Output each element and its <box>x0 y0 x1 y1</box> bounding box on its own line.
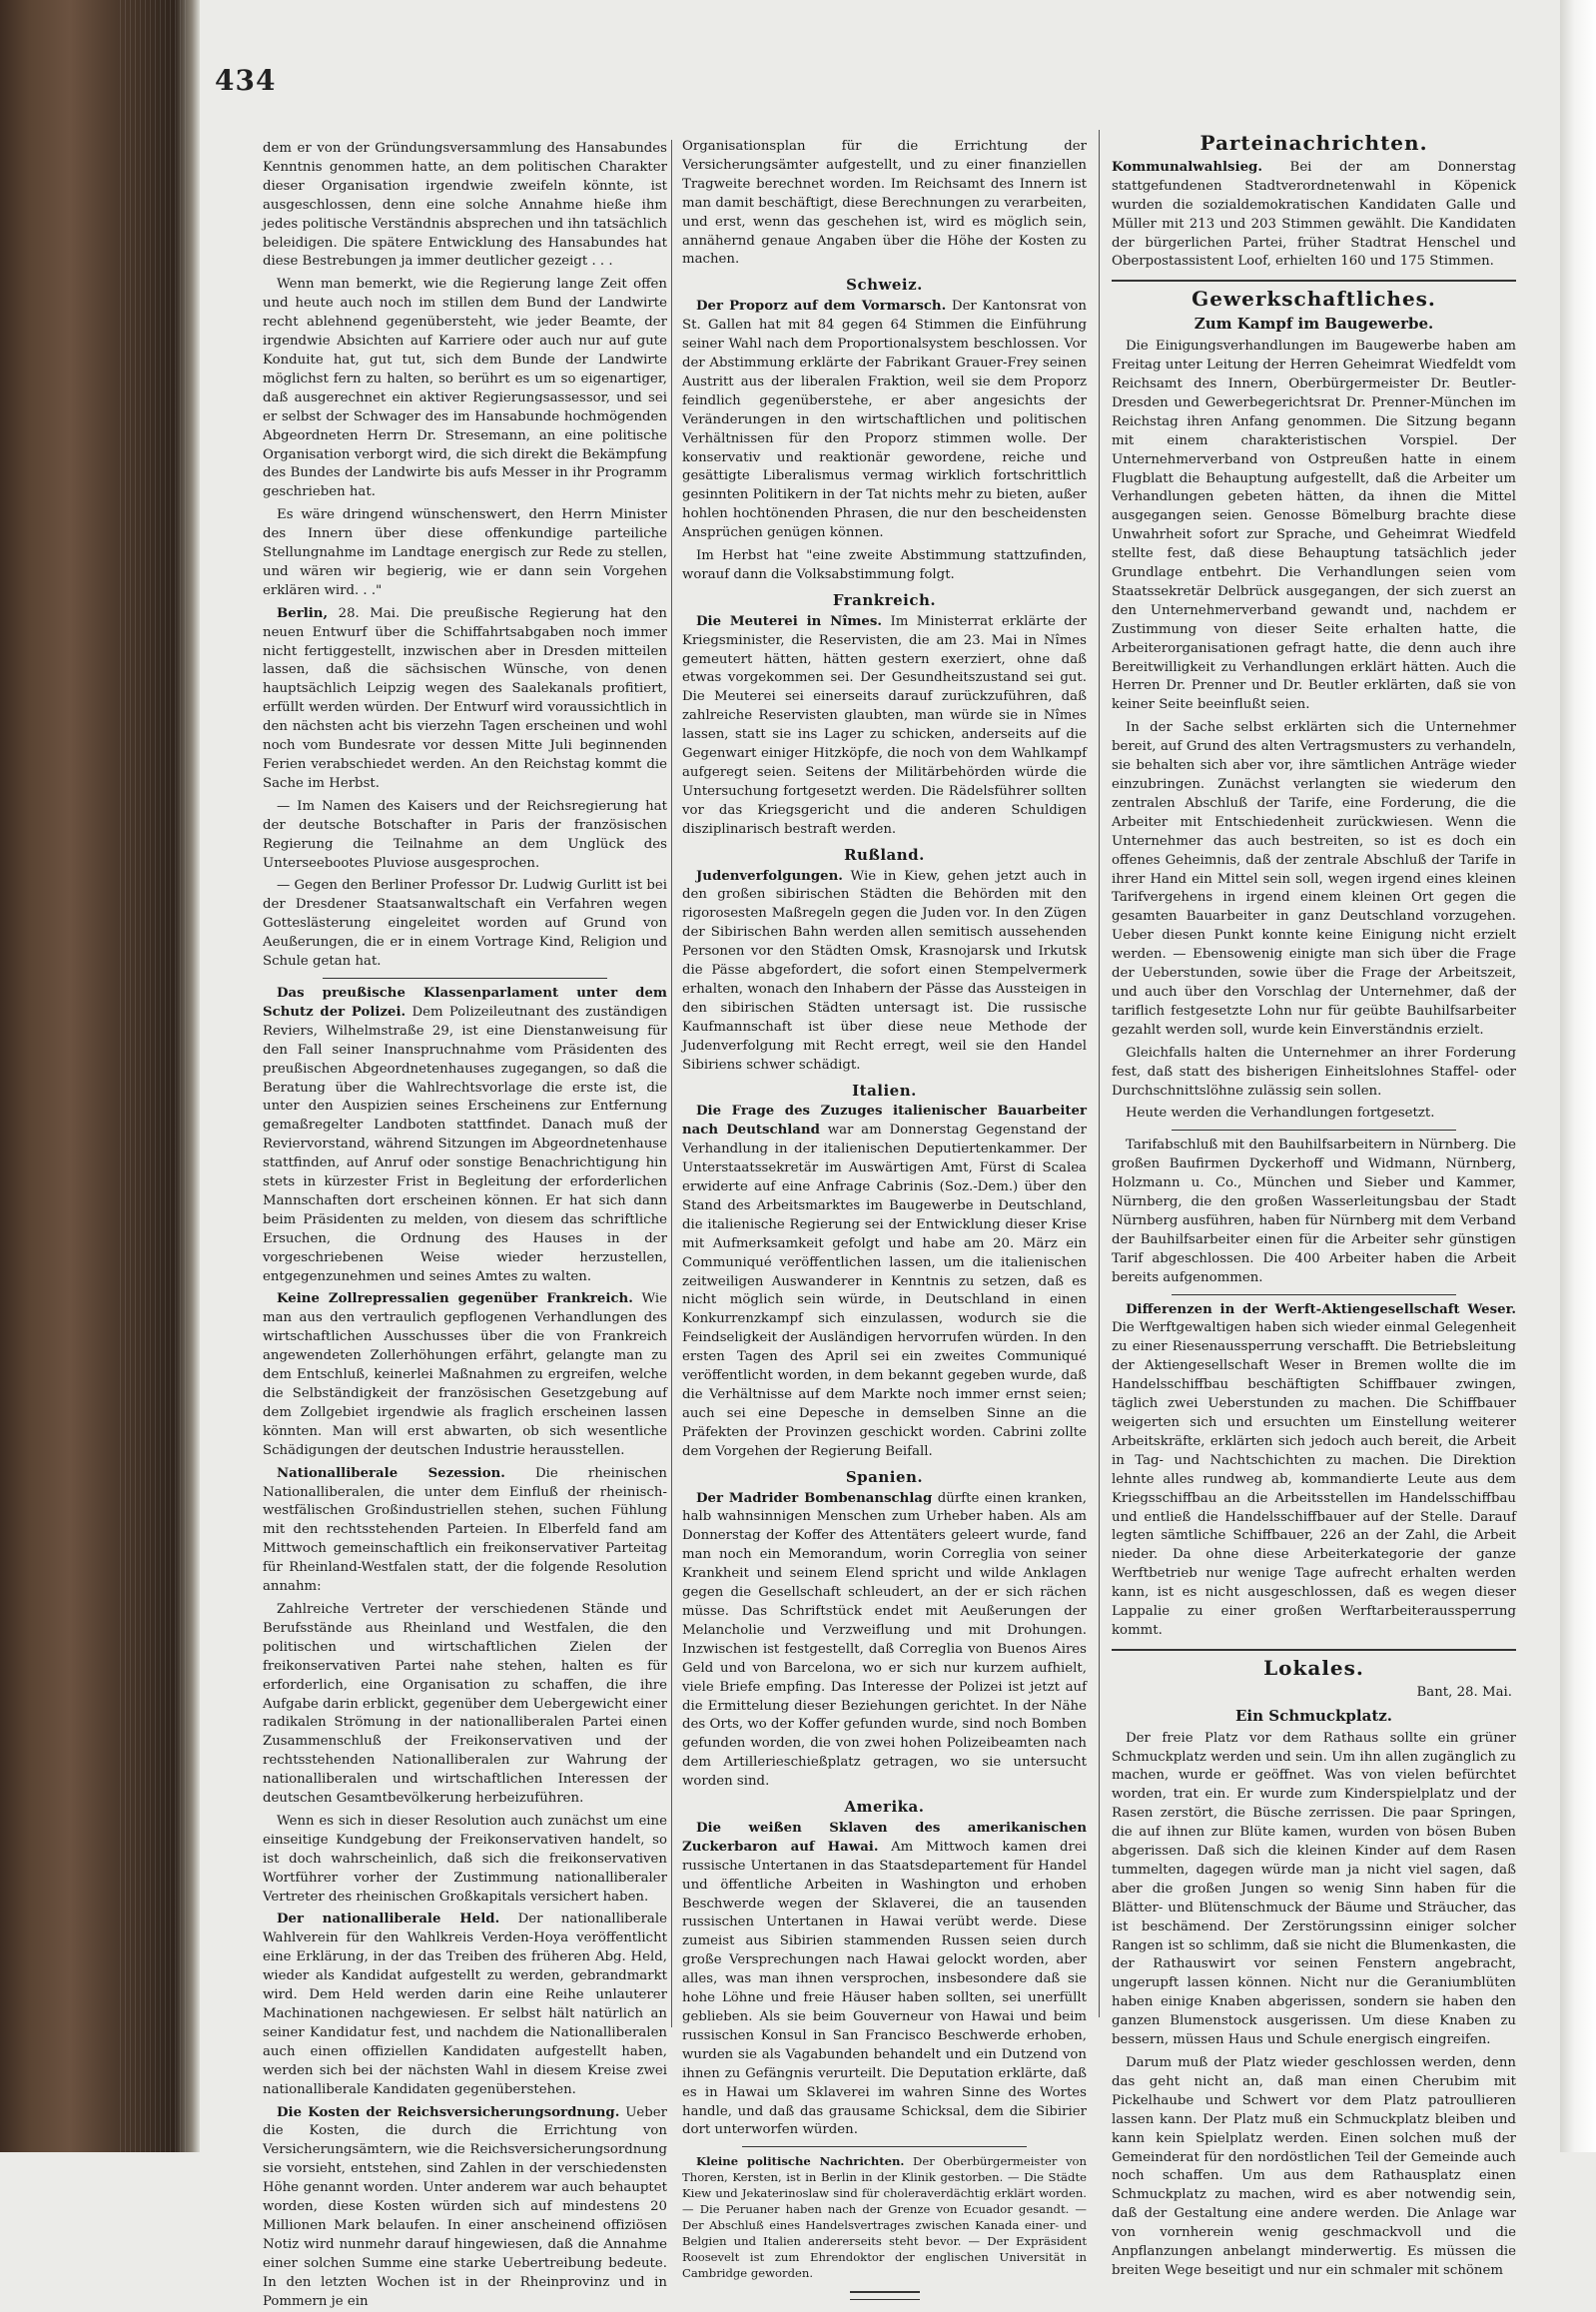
section-heading-lokales: Lokales. <box>1263 1655 1364 1680</box>
separator <box>1172 1294 1456 1295</box>
item-heading: Nationalliberale Sezession. <box>277 1465 505 1481</box>
article-paragraph: Gleichfalls halten die Unternehmer an ihrer Forderung fest, daß statt des bisherigen Einheitslohnes Staffel- oder Durchschnittslöhne zulässig sein sollen. <box>1112 1045 1516 1099</box>
item-heading: Die Kosten der Reichsversicherungsordnung. <box>277 2104 620 2120</box>
news-item: Die weißen Sklaven des amerikanischen Zuckerbaron auf Hawai. Am Mittwoch kamen drei russische Untertanen in das Staatsdepartement für Handel und öffentliche Arbeiten in Washington und erhoben Beschwerde wegen der Sklaverei, die an tausenden russischen Untertanen in Hawai verübt werde. Diese zumeist aus Sibirien stammenden Russen seien durch große Versprechungen nach Hawai gelockt worden, aber alles, was man ihnen versprochen, insbesondere daß sie hohe Löhne und freie Häuser haben sollten, sei unerfüllt geblieben. Als sie beim Gouverneur von Hawai und beim russischen Konsul in San Francisco Beschwerde erhoben, wurden sie als Vagabunden behandelt und ein Dutzend von ihnen zu Gefängnis verurteilt. Die Deputation erklärte, daß es in Hawai um Sklaverei im wahren Sinne des Wortes handle, und daß das grausame Schicksal, dem die Sibirier dort unterworfen würden. <box>682 1820 1087 2138</box>
page-edges <box>120 0 190 2152</box>
column-2 <box>682 138 1088 2281</box>
article-paragraph: Darum muß der Platz wieder geschlossen werden, denn das geht nicht an, daß man einen Cherubim mit Pickelhaube und Schwert vor dem Platz patroullieren lassen kann. Der Platz muß ein Schmuckplatz bleiben und kann kein Spielplatz werden. Einen solchen muß der Gemeinderat für den nordöstlichen Teil der Gemeinde auch noch schaffen. Um aus dem Rathausplatz einen Schmuckplatz zu machen, wird es aber notwendig sein, daß der Gestaltung eine andere werden. Die Anlage war von vornherein wenig geschmackvoll und die Anpflanzungen anbelangt minderwertig. Es müssen die breiten Wege beseitigt und nur ein schmaler mit schönem <box>1112 2055 1516 2278</box>
news-item: — Im Namen des Kaisers und der Reichsregierung hat der deutsche Botschafter in Paris der französischen Regierung die Teilnahme an dem Unglück des Unterseebootes Pluviose ausgesprochen. <box>263 798 667 871</box>
column-rule <box>671 140 672 2027</box>
item-heading: Keine Zollrepressalien gegenüber Frankreich. <box>277 1291 633 1307</box>
item-heading: Der Proporz auf dem Vormarsch. <box>696 299 947 315</box>
news-item: Der nationalliberale Held. Der nationalliberale Wahlverein für den Wahlkreis Verden-Hoya veröffentlicht eine Erklärung, in der das Treiben des früheren Abg. Held, wieder als Kandidat aufgestellt zu werden, gebrandmarkt wird. Dem Held werden darin eine Reihe unlauterer Machinationen nachgewiesen. Er selbst hält natürlich an seiner Kandidatur fest, und nachdem die Nationalliberalen auch einen offiziellen Kandidaten aufgestellt haben, werden sich bei der nächsten Wahl in diesem Kreise zwei nationalliberale Kandidaten gegenüberstehen. <box>263 1912 667 2097</box>
article-title: Zum Kampf im Baugewerbe. <box>1194 315 1434 334</box>
item-heading: Der nationalliberale Held. <box>277 1912 500 1927</box>
item-heading: Die weißen Sklaven des amerikanischen Zuckerbaron auf Hawai. <box>682 1820 1087 1855</box>
page-right-edge <box>1560 0 1596 2152</box>
item-heading: Differenzen in der Werft-Aktiengesellschaft Weser. <box>1126 1301 1516 1317</box>
article-paragraph: In der Sache selbst erklärten sich die Unternehmer bereit, auf Grund des alten Vertragsmusters zu verhandeln, sie behalten sich aber vor, ihre sämtlichen Anträge wieder einzubringen. Zunächst verlangten sie wiederum den zentralen Abschluß der Tarife, eine Forderung, die die Arbeiter mit Entschiedenheit zurückwiesen. Wenn die Unternehmer das auch bestreiten, so ist es doch ein offenes Geheimnis, daß der zentrale Abschluß der Tarife in ihrer Hand ein Mittel sein soll, wegen irgend eines kleinen Tarifvergehens in irgend einem kleinen Ort gegen die gesamten Bauarbeiter in ganz Deutschland vorzugehen. Ueber diesen Punkt konnte keine Einigung nicht erzielt werden. — Ebensowenig einigte man sich über die Frage der Ueberstunden, sowie über die Frage der Arbeitszeit, und auch über den Vorschlag der Unternehmer, daß der tariflich festgesetzte Lohn nur für geübte Bauhilfsarbeiter gezahlt werden soll, wurde kein Einverständnis erzielt. <box>1112 720 1516 1038</box>
column-3 <box>1112 130 1516 2278</box>
news-item: Der Madrider Bombenanschlag dürfte einen kranken, halb wahnsinnigen Menschen zum Urheber haben. Als am Donnerstag der Koffer des Attentäters geleert wurde, fand man noch ein Memorandum, worin Correglia von seiner Krankheit und seinem Elend spricht und wilde Anklagen gegen die Gesellschaft schleudert, an der er sich rächen müsse. Das Schriftstück endet mit Aeußerungen der Melancholie und Verzweiflung und mit Drohungen. Inzwischen ist festgestellt, daß Correglia von Buenos Aires Geld und von Barcelona, wo er sich nur kurzem aufhielt, viele Briefe empfing. Das Interesse der Polizei ist jetzt auf die Ermittelung dieser Beziehungen gerichtet. In der Nähe des Orts, wo der Koffer gefunden wurde, sind noch Bomben gefunden worden, die von zwei hohen Polizeibeamten nach dem Artillerieschießplatz getragen, wo sie untersucht worden sind. <box>682 1490 1087 1790</box>
news-item: Tarifabschluß mit den Bauhilfsarbeitern in Nürnberg. Die großen Baufirmen Dyckerhoff und Widmann, Nürnberg, Holzmann u. Co., München und Sieber und Kammer, Nürnberg, die den großen Wasserleitungsbau der Stadt Nürnberg ausführen, haben für Nürnberg mit dem Verband der Bauhilfsarbeiter einen für die Arbeiter sehr günstigen Tarif abgeschlossen. Die 400 Arbeiter haben die Arbeit bereits aufgenommen. <box>1112 1138 1516 1285</box>
item-heading: Judenverfolgungen. <box>696 868 843 884</box>
column-1 <box>263 140 668 2309</box>
section-heading-russland: Rußland. <box>844 845 925 864</box>
news-item: Das preußische Klassenparlament unter dem Schutz der Polizei. Dem Polizeileutnant des zuständigen Reviers, Wilhelmstraße 29, ist eine Dienstanweisung für den Fall seiner Inanspruchnahme vom Präsidenten des preußischen Abgeordnetenhauses zugegangen, so daß die Beratung über die Wahlrechtsvorlage die erste ist, die unter den Auspizien seines Erscheinens zur Entfernung gemaßregelter Landboten stattfindet. Danach muß der Reviervorstand, während Sitzungen im Abgeordnetenhause stattfinden, auf Anruf oder sonstige Benachrichtigung hin stets in kürzester Frist in Begleitung der erforderlichen Mannschaften dort erscheinen können. Er hat sich dann beim Präsidenten zu melden, von diesem das schriftliche Ersuchen, die Ordnung des Hauses in der vorgeschriebenen Weise wieder herzustellen, entgegenzunehmen und seines Amtes zu walten. <box>263 985 668 1284</box>
article-paragraph: dem er von der Gründungsversammlung des Hansabundes Kenntnis genommen hatte, an dem politischen Charakter dieser Organisation irgendwie zweifeln könnte, ist ausgeschlossen, denn eine solche Annahme hieße ihm jedes politische Verständnis absprechen und ihn tatsächlich beleidigen. Die spätere Entwicklung des Hansabundes hat diese Bestrebungen ja immer deutlicher gezeigt . . . <box>263 141 667 270</box>
news-item: Die Kosten der Reichsversicherungsordnung. Ueber die Kosten, die durch die Errichtung von Versicherungsämtern, wie die Reichsversicherungsordnung sie vorsieht, entstehen, sind Zahlen in der verschiedensten Höhe genannt worden. Unter anderem war auch behauptet worden, diese Kosten würden sich auf mindestens 20 Millionen Mark belaufen. In einer anscheinend offiziösen Notiz wird nunmehr darauf hingewiesen, daß die Annahme einer solchen Summe eine starke Uebertreibung bedeute. In den letzten Wochen ist in der Rheinprovinz und in Pommern je ein <box>263 2104 667 2309</box>
dateline: Berlin, <box>277 605 329 621</box>
article-paragraph: Heute werden die Verhandlungen fortgesetzt. <box>1126 1106 1435 1122</box>
news-item: — Gegen den Berliner Professor Dr. Ludwig Gurlitt ist bei der Dresdener Staatsanwaltschaft ein Verfahren wegen Gotteslästerung eingeleitet worden auf Grund von Aeußerungen, die er in einem Vortrage Kind, Religion und Schule getan hat. <box>263 878 667 970</box>
news-item: Nationalliberale Sezession. Die rheinischen Nationalliberalen, die unter dem Einfluß der rheinisch-westfälischen Großindustriellen stehen, suchen Fühlung mit den rechtsstehenden Parteien. In Elberfeld fand am Mittwoch gemeinschaftlich ein freikonservativer Parteitag für Rheinland-Westfalen statt, der die folgende Resolution annahm: <box>263 1465 667 1595</box>
separator <box>1112 280 1516 282</box>
news-item: Judenverfolgungen. Wie in Kiew, gehen jetzt auch in den großen sibirischen Städten die Behörden mit den rigorosesten Maßregeln gegen die Juden vor. In den Zügen der Sibirischen Bahn werden allen semitisch aussehenden Personen vor den Städten Omsk, Krasnojarsk und Irkutsk die Pässe abgefordert, die sofort einen Stempelvermerk erhalten, wonach den Inhabern der Pässe das Aussteigen in den sibirischen Städten untersagt ist. Die russische Kaufmannschaft ist über diese neue Methode der Judenverfolgung mit Recht erregt, weil sie den Handel Sibiriens schwer schädigt. <box>682 868 1087 1073</box>
separator <box>323 978 607 979</box>
section-heading-gewerkschaftliches: Gewerkschaftliches. <box>1192 287 1436 312</box>
item-heading: Die Meuterei in Nîmes. <box>696 613 883 629</box>
section-heading-italien: Italien. <box>852 1081 917 1100</box>
news-item: Der Proporz auf dem Vormarsch. Der Kantonsrat von St. Gallen hat mit 84 gegen 64 Stimmen die Einführung seiner Wahl nach dem Proportionalsystem beschlossen. Vor der Abstimmung erklärte der Fabrikant Grauer-Frey seinen Austritt aus der liberalen Fraktion, weil sie dem Proporz feindlich gegenüberstehe, er aber angesichts der Veränderungen in den wirtschaftlichen und politischen Verhältnissen für den Proporz stimmen wolle. Der konservativ und reaktionär gewordene, reiche und gesättigte Liberalismus vermag wirklich fortschrittlich gesinnten Politikern in der Tat nichts mehr zu bieten, außer hohlen hochtönenden Phrasen, die nur den bescheidensten Ansprüchen genügen können. <box>682 299 1087 541</box>
article-paragraph: Es wäre dringend wünschenswert, den Herrn Minister des Innern über diese offenkundige parteiliche Stellungnahme im Landtage energisch zur Rede zu stellen, und wären wir begierig, wie er dann sein Vorgehen erklären wird. . ." <box>263 507 667 598</box>
item-heading: Kleine politische Nachrichten. <box>696 2154 905 2169</box>
separator <box>742 2146 1027 2147</box>
news-brief: Kleine politische Nachrichten. Der Oberbürgermeister von Thoren, Kersten, ist in Berlin in der Klinik gestorben. — Die Städte Kiew und Jekaterinoslaw sind für choleraverdächtig erklärt worden. — Die Peruaner haben nach der Grenze von Ecuador gesandt. — Der Abschluß eines Handelsvertrages zwischen Kanada einer- und Belgien und Italien andererseits steht bevor. — Der Expräsident Roosevelt ist zum Ehrendoktor der englischen Universität in Cambridge geworden. <box>682 2154 1087 2281</box>
dateline: Bant, 28. Mai. <box>1416 1684 1512 1700</box>
separator <box>1172 1130 1456 1131</box>
item-heading: Der Madrider Bombenanschlag <box>696 1490 933 1506</box>
news-item: Kommunalwahlsieg. Bei der am Donnerstag stattgefundenen Stadtverordnetenwahl in Köpenick wurden die sozialdemokratischen Kandidaten Galle und Müller mit 213 und 203 Stimmen gewählt. Die Kandidaten der bürgerlichen Partei, früher Stadtrat Henschel und Oberpostassistent Loof, erhielten 160 und 175 Stimmen. <box>1112 159 1516 270</box>
end-ornament <box>850 2291 920 2300</box>
section-heading-parteinachrichten: Parteinachrichten. <box>1199 131 1428 155</box>
news-item: Keine Zollrepressalien gegenüber Frankreich. Wie man aus den vertraulich gepflogenen Verhandlungen des wirtschaftlichen Ausschusses über die von Frankreich angewendeten Zollerhöhungen erfährt, gelangte man zu dem Entschluß, keinerlei Maßnahmen zu ergreifen, welche die Selbständigkeit der französischen Gesetzgebung auf dem Zollgebiet irgendwie als fraglich erscheinen lassen könnten. Man will erst abwarten, ob sich wesentliche Schädigungen der deutschen Industrie herausstellen. <box>263 1291 667 1458</box>
news-item: Die Meuterei in Nîmes. Im Ministerrat erklärte der Kriegsminister, die Reservisten, die am 23. Mai in Nîmes gemeutert hätten, hätten gestern exerziert, ohne daß etwas vorgekommen sei. Der Gesundheitszustand sei gut. Die Meuterei sei einerseits darauf zurückzuführen, daß zahlreiche Reservisten glaubten, man würde sie in Nîmes lassen, statt sie ins Lager zu schicken, anderseits auf die Gegenwart einiger Hitzköpfe, die noch von dem Wahlkampf aufgeregt seien. Seitens der Militärbehörden würde die Untersuchung fortgesetzt werden. Die Rädelsführer sollten vor das Kriegsgericht und die anderen Schuldigen disziplinarisch bestraft werden. <box>682 613 1088 837</box>
section-heading-spanien: Spanien. <box>845 1467 924 1486</box>
article-paragraph: Wenn es sich in dieser Resolution auch zunächst um eine einseitige Kundgebung der Freikonservativen handelt, so ist doch wahrscheinlich, daß sich die freikonservativen Wortführer vorher der Zustimmung nationalliberaler Vertreter des rheinischen Großkapitals versichert haben. <box>263 1813 667 1905</box>
news-item: Differenzen in der Werft-Aktiengesellschaft Weser. Die Werftgewaltigen haben sich wieder einmal Gelegenheit zu einer Riesenaussperrung verschafft. Die Betriebsleitung der Aktiengesellschaft Weser in Bremen wollte die im Handelsschiffbau beschäftigten Schiffbauer zwingen, täglich zwei Ueberstunden zu machen. Die Schiffbauer weigerten sich und ersuchten um Einstellung weiterer Arbeitskräfte, erklärten sich jedoch auch bereit, die Arbeit in Tag- und Nachtschichten zu machen. Die Direktion lehnte alles rundweg ab, kommandierte Leute aus dem Kriegsschiffbau an die Arbeitsstellen im Handelsschiffbau und entließ die Handelsschiffbauer auf der Stelle. Darauf legten sämtliche Schiffbauer, 226 an der Zahl, die Arbeit nieder. Da ohne diese Arbeiterkategorie der ganze Werftbetrieb nur wenige Tage aufrecht erhalten werden kann, ist es nicht ausgeschlossen, daß es wegen dieser Lappalie zu einer großen Werftarbeiteraussperrung kommt. <box>1112 1301 1516 1638</box>
article-paragraph: Wenn man bemerkt, wie die Regierung lange Zeit offen und heute auch noch im stillen dem Bund der Landwirte recht ablehnend gegenübersteht, wie jeder Beamte, der irgendwie Absichten auf Karriere oder auch nur auf gute Konduite hat, gut tut, sich dem Bunde der Landwirte möglichst fern zu halten, so berührt es um so eigenartiger, daß ausgerechnet ein aktiver Regierungsassessor, und sei er selbst der Schwager des im Hansabunde hochmögenden Abgeordneten Herrn Dr. Stresemann, an eine politische Organisation verborgt wird, die sich direkt die Bekämpfung des Bundes der Landwirte bis aufs Messer in ihr Programm geschrieben hat. <box>263 277 667 500</box>
article-title: Ein Schmuckplatz. <box>1234 1706 1392 1725</box>
article-paragraph: Der freie Platz vor dem Rathaus sollte ein grüner Schmuckplatz werden und sein. Um ihn allen zugänglich zu machen, wurde er geöffnet. Was von vielen befürchtet worden, trat ein. Er wurde zum Kinderspielplatz und der Rasen zerstört, die Büsche zerrissen. Die paar Springen, die auf ihnen zur Blüte kamen, wurden von bösen Buben abgerissen. Daß sich die kleinen Kinder auf dem Rasen tummelten, dagegen würde man ja nicht viel sagen, daß aber die großen Jungen so wenig Sinn haben für die Blätter- und Blütenschmuck der Bäume und Sträucher, das ist beschämend. Der Zerstörungssinn einiger solcher Rangen ist so schlimm, daß sie nicht die Blumenkasten, die der Rathauswirt vor seinen Fenstern angebracht, ungerupft lassen können. Nicht nur die Geraniumblüten haben einige Knaben abgerissen, sondern sie haben den ganzen Blumenstock ausgerissen. Um diese Knaben zu bessern, müssen Haus und Schule energisch eingreifen. <box>1112 1730 1516 2048</box>
section-heading-frankreich: Frankreich. <box>832 590 937 609</box>
news-item: Die Frage des Zuzuges italienischer Bauarbeiter nach Deutschland war am Donnerstag Gegenstand der Verhandlung in der italienischen Deputiertenkammer. Der Unterstaatssekretär im Auswärtigen Amt, Fürst di Scalea erwiderte auf eine Anfrage Cabrinis (Soz.-Dem.) über den Stand des Arbeitsmarktes im Baugewerbe in Deutschland, die italienische Regierung sei der Entwicklung dieser Krise mit Aufmerksamkeit gefolgt und habe am 20. März ein Communiqué veröffentlichen lassen, um die italienischen zeitweiligen Auswanderer in Kenntnis zu setzen, daß es nicht möglich sein würde, in Deutschland in einen Konkurrenzkampf sich einzulassen, wodurch sie die Feindseligkeit der Ausländigen hervorrufen würden. In den ersten Tagen des April sei ein zweites Communiqué veröffentlicht worden, in dem bekannt gegeben wurde, daß die Verhältnisse auf dem Markte noch immer ernst seien; auch sei eine Depesche in demselben Sinne an die Präfekten der Provinzen geschickt worden. Cabrini zollte dem Vorgehen der Regierung Beifall. <box>682 1104 1088 1459</box>
article-paragraph: Im Herbst hat "eine zweite Abstimmung stattzufinden, worauf dann die Volksabstimmung folgt. <box>682 548 1087 582</box>
separator <box>1112 1649 1516 1651</box>
article-paragraph: Zahlreiche Vertreter der verschiedenen Stände und Berufsstände aus Rheinland und Westfalen, die den politischen und wirtschaftlichen Zielen der freikonservativen Partei nahe stehen, halten es für erforderlich, eine Organisation zu schaffen, die ihre Aufgabe darin erblickt, gegenüber dem Uebergewicht einer radikalen Strömung in der nationalliberalen Partei einen Zusammenschluß der Freikonservativen und der rechtsstehenden Nationalliberalen zur Wahrung der nationalliberalen und wirtschaftlichen Interessen der deutschen Gesamtbevölkerung herbeizuführen. <box>263 1601 667 1807</box>
item-heading: Kommunalwahlsieg. <box>1112 159 1262 175</box>
column-rule <box>1099 130 1100 2017</box>
section-heading-schweiz: Schweiz. <box>846 276 923 295</box>
page-number: 434 <box>215 64 277 97</box>
item-heading: Die Frage des Zuzuges italienischer Bauarbeiter nach Deutschland <box>682 1104 1087 1139</box>
news-item-berlin: Berlin, 28. Mai. Die preußische Regierung hat den neuen Entwurf über die Schiffahrtsabgaben noch immer nicht fertiggestellt, inzwischen aber in Dresden mitteilen lassen, daß die sächsischen Wünsche, von denen hauptsächlich Leipzig wegen des Saalekanals profitiert, erfüllt werden würden. Der Entwurf wird voraussichtlich in den nächsten acht bis vierzehn Tagen erscheinen und wohl noch vom Bundesrate vor dessen Mitte Juli beginnenden Ferien verabschiedet werden. An den Reichstag kommt die Sache im Herbst. <box>263 605 667 791</box>
article-paragraph: Organisationsplan für die Errichtung der Versicherungsämter aufgestellt, und zu einer finanziellen Tragweite berechnet worden. Im Reichsamt des Innern ist man damit beschäftigt, diese Berechnungen zu verarbeiten, und erst, wenn das geschehen ist, wird es möglich sein, annähernd genaue Angaben über die Höhe der Kosten zu machen. <box>682 139 1087 268</box>
section-heading-amerika: Amerika. <box>844 1798 925 1817</box>
article-paragraph: Die Einigungsverhandlungen im Baugewerbe haben am Freitag unter Leitung der Herren Geheimrat Wiedfeldt vom Reichsamt des Innern, Oberbürgermeister Dr. Beutler-Dresden und Gewerbegerichtsrat Dr. Prenner-München im Reichstag ihren Anfang genommen. Die Sitzung begann mit einem charakteristischen Vorspiel. Der Unternehmerverband von Ostpreußen hatte in einem Flugblatt die Behauptung aufgestellt, daß die Arbeiter um Verhandlungen gebeten hätten, da ihnen die Mittel ausgegangen seien. Genosse Bömelburg brachte diese Unwahrheit sofort zur Sprache, und Geheimrat Wiedfeld stellte fest, daß diese Behauptung tatsächlich jeder Grundlage entbehrt. Die Verhandlungen seien vom Staatssekretär Delbrück ausgegangen, der sich zuerst an den Unternehmerverband gewandt und, nachdem er Zustimmung von dieser Seite erhalten hatte, die Arbeiterorganisationen gefragt hatte, die denn auch ihre Bereitwilligkeit zu Verhandlungen erklärt hätten. Auch die Herren Dr. Prenner und Dr. Beutler erklärten, daß sie von keiner Seite beeinflußt seien. <box>1112 339 1516 713</box>
item-heading: Das preußische Klassenparlament unter dem Schutz der Polizei. <box>263 985 667 1020</box>
